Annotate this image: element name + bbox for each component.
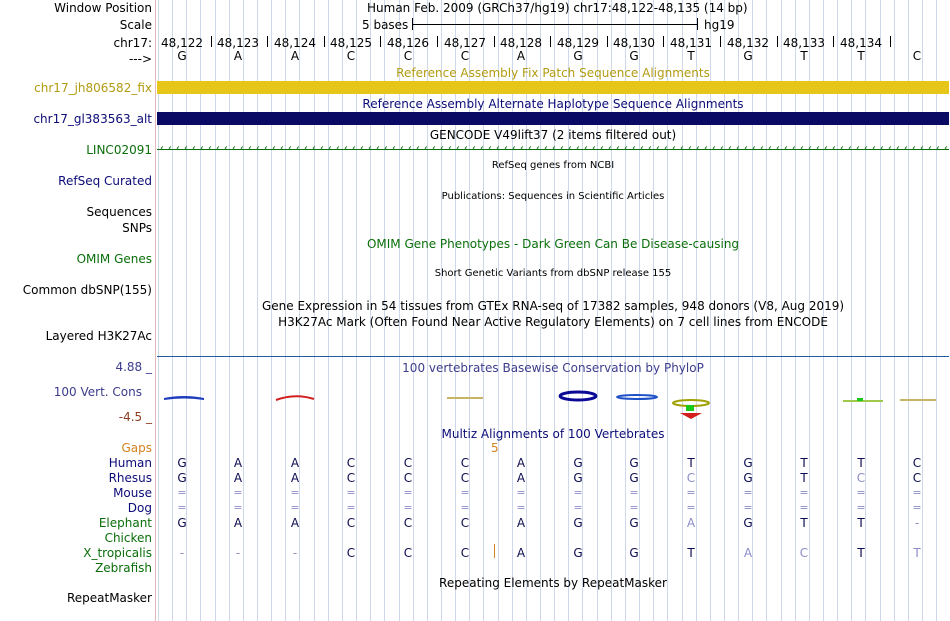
- aligned-base: C: [346, 471, 356, 485]
- aligned-base: G: [743, 471, 753, 485]
- gencode-arrow: ‹: [192, 143, 196, 154]
- gencode-arrow: ‹: [824, 143, 828, 154]
- aligned-base: =: [856, 501, 866, 514]
- gencode-arrow: ‹: [928, 143, 932, 154]
- species-label[interactable]: Mouse: [113, 486, 152, 500]
- ruler-position: 48,132: [727, 36, 769, 50]
- aligned-base: T: [857, 456, 865, 470]
- fix-patch-bar[interactable]: [157, 81, 949, 94]
- cons-logo-7: [843, 398, 883, 402]
- ruler-tick: [267, 36, 268, 47]
- aligned-base: =: [912, 501, 922, 514]
- gencode-arrow: ‹: [848, 143, 852, 154]
- gencode-arrow: ‹: [176, 143, 180, 154]
- aligned-base: G: [743, 456, 753, 470]
- aligned-base: A: [516, 456, 526, 470]
- ruler-tick: [663, 36, 664, 47]
- aligned-base: =: [460, 486, 470, 499]
- gencode-arrow: ‹: [416, 143, 420, 154]
- aligned-base: C: [912, 456, 922, 470]
- gencode-arrow: ‹: [504, 143, 508, 154]
- aligned-base: A: [290, 471, 300, 485]
- scale-db: hg19: [704, 18, 735, 32]
- refseq-label[interactable]: RefSeq Curated: [58, 174, 152, 188]
- aligned-base: T: [687, 546, 695, 560]
- gencode-arrow: ‹: [832, 143, 836, 154]
- aligned-base: =: [290, 486, 300, 499]
- gencode-arrow: ‹: [656, 143, 660, 154]
- gencode-arrow: ‹: [264, 143, 268, 154]
- aligned-base: C: [799, 546, 809, 560]
- gencode-arrow: ‹: [888, 143, 892, 154]
- gencode-arrow: ‹: [336, 143, 340, 154]
- ruler-tick: [380, 36, 381, 47]
- aligned-base: C: [403, 546, 413, 560]
- gencode-arrow: ‹: [584, 143, 588, 154]
- gencode-arrow: ‹: [456, 143, 460, 154]
- aligned-base: G: [573, 516, 583, 530]
- gencode-arrow: ‹: [528, 143, 532, 154]
- aligned-base: A: [290, 516, 300, 530]
- species-label[interactable]: X_tropicalis: [83, 546, 152, 560]
- aligned-base: G: [573, 471, 583, 485]
- cons-logo-6: [673, 400, 709, 419]
- reference-base: G: [573, 49, 583, 63]
- gaps-label[interactable]: Gaps: [121, 441, 152, 455]
- cons-logo-5: [617, 395, 657, 399]
- gencode-arrow: ‹: [744, 143, 748, 154]
- aligned-base: =: [743, 501, 753, 514]
- gencode-arrow: ‹: [248, 143, 252, 154]
- gencode-arrow: ‹: [568, 143, 572, 154]
- conservation-label[interactable]: 100 Vert. Cons: [53, 385, 142, 399]
- gencode-arrow: ‹: [664, 143, 668, 154]
- gencode-arrow: ‹: [904, 143, 908, 154]
- aligned-base: C: [686, 471, 696, 485]
- gencode-arrow: ‹: [720, 143, 724, 154]
- aligned-base: =: [177, 486, 187, 499]
- gencode-arrow: ‹: [392, 143, 396, 154]
- gencode-arrow: ‹: [424, 143, 428, 154]
- gencode-arrow: ‹: [512, 143, 516, 154]
- aligned-base: -: [914, 516, 920, 530]
- species-label[interactable]: Zebrafish: [95, 561, 152, 575]
- gencode-arrow: ‹: [488, 143, 492, 154]
- gencode-arrow: ‹: [936, 143, 940, 154]
- scale-bar-right-tick: [697, 18, 698, 30]
- ruler-position: 48,133: [783, 36, 825, 50]
- ruler-position: 48,125: [330, 36, 372, 50]
- gencode-arrow: ‹: [432, 143, 436, 154]
- gencode-arrow: ‹: [376, 143, 380, 154]
- refseq-track-title: RefSeq genes from NCBI: [491, 160, 615, 171]
- aligned-base: C: [460, 456, 470, 470]
- aligned-base: -: [179, 546, 185, 560]
- gencode-arrow: ‹: [312, 143, 316, 154]
- aligned-base: G: [629, 546, 639, 560]
- gencode-arrow: ‹: [752, 143, 756, 154]
- aligned-base: =: [629, 486, 639, 499]
- conservation-max: 4.88 _: [115, 360, 152, 374]
- aligned-base: C: [460, 471, 470, 485]
- scale-bar-left-tick: [412, 18, 413, 30]
- dbsnp-label[interactable]: Common dbSNP(155): [22, 283, 152, 297]
- gencode-arrow: ‹: [704, 143, 708, 154]
- ruler-tick: [437, 36, 438, 47]
- ruler-position: 48,123: [217, 36, 259, 50]
- assembly-position-text: Human Feb. 2009 (GRCh37/hg19) chr17:48,122-48,135 (14 bp): [367, 1, 748, 15]
- reference-base: T: [857, 49, 865, 63]
- gencode-arrow: ‹: [840, 143, 844, 154]
- aligned-base: =: [516, 501, 526, 514]
- aligned-base: =: [233, 486, 243, 499]
- reference-base: T: [800, 49, 808, 63]
- species-label[interactable]: Elephant: [98, 516, 152, 530]
- h3k27ac-label[interactable]: Layered H3K27Ac: [45, 329, 152, 343]
- aligned-base: T: [857, 546, 865, 560]
- gencode-arrow: ‹: [864, 143, 868, 154]
- aligned-base: G: [629, 516, 639, 530]
- aligned-base: -: [292, 546, 298, 560]
- gencode-arrow: ‹: [696, 143, 700, 154]
- multiz-track-title: Multiz Alignments of 100 Vertebrates: [441, 427, 665, 441]
- alt-haplotype-bar[interactable]: [157, 112, 949, 125]
- aligned-base: =: [233, 501, 243, 514]
- conservation-min: -4.5 _: [118, 410, 152, 424]
- gencode-arrow: ‹: [344, 143, 348, 154]
- gencode-arrow: ‹: [520, 143, 524, 154]
- gencode-arrow: ‹: [320, 143, 324, 154]
- gencode-arrow: ‹: [440, 143, 444, 154]
- strand-label: --->: [128, 52, 152, 66]
- gencode-arrow: ‹: [280, 143, 284, 154]
- gencode-arrow: ‹: [552, 143, 556, 154]
- aligned-base: =: [403, 501, 413, 514]
- conservation-logos: [157, 385, 949, 421]
- aligned-base: A: [743, 546, 753, 560]
- gencode-arrow: ‹: [560, 143, 564, 154]
- species-label[interactable]: Rhesus: [108, 471, 152, 485]
- reference-base: A: [516, 49, 526, 63]
- gencode-arrow: ‹: [544, 143, 548, 154]
- aligned-base: =: [686, 486, 696, 499]
- aligned-base: C: [403, 456, 413, 470]
- gap-count: 5: [491, 441, 499, 455]
- ruler-position: 48,128: [500, 36, 542, 50]
- omim-label[interactable]: OMIM Genes: [76, 252, 152, 266]
- aligned-base: A: [233, 456, 243, 470]
- ruler-tick: [211, 36, 212, 47]
- ruler-tick: [890, 36, 891, 47]
- cons-logo-1: [164, 396, 204, 400]
- aligned-base: G: [177, 471, 187, 485]
- gencode-arrow: ‹: [256, 143, 260, 154]
- species-label[interactable]: Dog: [127, 501, 152, 515]
- gencode-arrow: ‹: [472, 143, 476, 154]
- species-label[interactable]: Chicken: [104, 531, 152, 545]
- gencode-arrow: ‹: [680, 143, 684, 154]
- cons-logo-4: [560, 392, 596, 400]
- aligned-base: T: [857, 516, 865, 530]
- ruler-tick: [720, 36, 721, 47]
- alt-haplotype-track-title: Reference Assembly Alternate Haplotype Sequence Alignments: [362, 97, 744, 111]
- gencode-arrow: ‹: [648, 143, 652, 154]
- aligned-base: G: [573, 546, 583, 560]
- gencode-arrow: ‹: [800, 143, 804, 154]
- aligned-base: =: [460, 501, 470, 514]
- gencode-arrow: ‹: [296, 143, 300, 154]
- dbsnp-track-title: Short Genetic Variants from dbSNP release 155: [434, 268, 672, 279]
- aligned-base: =: [573, 486, 583, 499]
- aligned-base: =: [290, 501, 300, 514]
- gencode-arrow: ‹: [944, 143, 948, 154]
- ruler-position: 48,130: [613, 36, 655, 50]
- gencode-arrow: ‹: [608, 143, 612, 154]
- omim-track-title: OMIM Gene Phenotypes - Dark Green Can Be Disease-causing: [366, 237, 740, 251]
- aligned-base: C: [403, 471, 413, 485]
- gencode-arrow: ‹: [576, 143, 580, 154]
- gencode-arrow: ‹: [728, 143, 732, 154]
- ruler-tick: [777, 36, 778, 47]
- publications-track-title: Publications: Sequences in Scientific Articles: [441, 191, 665, 202]
- species-label[interactable]: Human: [108, 456, 152, 470]
- gencode-arrow: ‹: [736, 143, 740, 154]
- ruler-position: 48,127: [444, 36, 486, 50]
- reference-base: C: [403, 49, 413, 63]
- aligned-base: =: [573, 501, 583, 514]
- aligned-base: C: [856, 471, 866, 485]
- gencode-arrow: ‹: [240, 143, 244, 154]
- aligned-base: G: [743, 516, 753, 530]
- reference-base: G: [743, 49, 753, 63]
- chrom-label: chr17:: [113, 36, 152, 50]
- repeatmasker-track-title: Repeating Elements by RepeatMasker: [439, 576, 667, 590]
- gencode-arrow: ‹: [408, 143, 412, 154]
- gencode-arrow: ‹: [216, 143, 220, 154]
- snps-label[interactable]: SNPs: [122, 221, 152, 235]
- aligned-base: T: [913, 546, 921, 560]
- ruler-tick: [324, 36, 325, 47]
- aligned-base: G: [629, 471, 639, 485]
- gtex-track-title: Gene Expression in 54 tissues from GTEx RNA-seq of 17382 samples, 948 donors (V8, Aug 2019): [261, 299, 845, 313]
- cons-logo-2: [276, 396, 314, 400]
- gap-insert-marker: [494, 544, 495, 558]
- ruler-tick: [494, 36, 495, 47]
- gencode-arrow: ‹: [368, 143, 372, 154]
- gencode-arrow: ‹: [808, 143, 812, 154]
- reference-base: T: [687, 49, 695, 63]
- aligned-base: T: [800, 516, 808, 530]
- gencode-arrow: ‹: [880, 143, 884, 154]
- gencode-arrow: ‹: [792, 143, 796, 154]
- aligned-base: A: [516, 546, 526, 560]
- ruler-tick: [607, 36, 608, 47]
- aligned-base: =: [686, 501, 696, 514]
- gencode-arrow: ‹: [464, 143, 468, 154]
- scale-text: 5 bases: [362, 18, 409, 32]
- gencode-arrow: ‹: [592, 143, 596, 154]
- gencode-arrow: ‹: [480, 143, 484, 154]
- reference-base: G: [629, 49, 639, 63]
- aligned-base: A: [233, 471, 243, 485]
- aligned-base: C: [346, 456, 356, 470]
- fix-patch-label[interactable]: chr17_jh806582_fix: [34, 81, 152, 95]
- aligned-base: =: [856, 486, 866, 499]
- aligned-base: C: [460, 546, 470, 560]
- gencode-arrow: ‹: [160, 143, 164, 154]
- aligned-base: =: [403, 486, 413, 499]
- gencode-arrow: ‹: [624, 143, 628, 154]
- repeatmasker-label[interactable]: RepeatMasker: [66, 591, 152, 605]
- gencode-arrow: ‹: [632, 143, 636, 154]
- ruler-position: 48,129: [557, 36, 599, 50]
- aligned-base: C: [460, 516, 470, 530]
- gencode-arrow: ‹: [776, 143, 780, 154]
- gencode-arrow: ‹: [856, 143, 860, 154]
- label-separator: [155, 0, 156, 621]
- fix-patch-track-title: Reference Assembly Fix Patch Sequence Alignments: [396, 66, 710, 80]
- gencode-track-title: GENCODE V49lift37 (2 items filtered out): [429, 128, 677, 142]
- gencode-arrow: ‹: [896, 143, 900, 154]
- gencode-arrow: ‹: [384, 143, 388, 154]
- scale-label: Scale: [119, 18, 152, 32]
- aligned-base: G: [177, 516, 187, 530]
- gencode-arrow: ‹: [496, 143, 500, 154]
- aligned-base: =: [629, 501, 639, 514]
- ruler-tick: [833, 36, 834, 47]
- aligned-base: C: [346, 516, 356, 530]
- h3k27ac-track-title: H3K27Ac Mark (Often Found Near Active Regulatory Elements) on 7 cell lines from ENCODE: [278, 315, 828, 329]
- gencode-arrow: ‹: [224, 143, 228, 154]
- gencode-arrow: ‹: [304, 143, 308, 154]
- gencode-arrow: ‹: [712, 143, 716, 154]
- gencode-arrow: ‹: [872, 143, 876, 154]
- aligned-base: A: [233, 516, 243, 530]
- gencode-arrow: ‹: [536, 143, 540, 154]
- gencode-arrow: ‹: [400, 143, 404, 154]
- gencode-arrow: ‹: [184, 143, 188, 154]
- gencode-arrow: ‹: [616, 143, 620, 154]
- gencode-arrow: ‹: [640, 143, 644, 154]
- aligned-base: =: [346, 501, 356, 514]
- aligned-base: G: [629, 456, 639, 470]
- conservation-track-title: 100 vertebrates Basewise Conservation by PhyloP: [402, 361, 704, 375]
- gencode-arrow: ‹: [200, 143, 204, 154]
- reference-base: A: [290, 49, 300, 63]
- gencode-arrow: ‹: [912, 143, 916, 154]
- reference-base: C: [460, 49, 470, 63]
- aligned-base: =: [799, 486, 809, 499]
- reference-base: C: [346, 49, 356, 63]
- gencode-arrow: ‹: [360, 143, 364, 154]
- gencode-arrow: ‹: [768, 143, 772, 154]
- ruler-position: 48,122: [161, 36, 203, 50]
- ruler-position: 48,131: [670, 36, 712, 50]
- gencode-arrow: ‹: [816, 143, 820, 154]
- scale-bar: [412, 24, 698, 25]
- h3k27ac-baseline: [157, 356, 949, 357]
- ruler-position: 48,126: [387, 36, 429, 50]
- aligned-base: T: [687, 456, 695, 470]
- aligned-base: =: [516, 486, 526, 499]
- gencode-arrow: ‹: [688, 143, 692, 154]
- aligned-base: =: [912, 486, 922, 499]
- aligned-base: G: [573, 456, 583, 470]
- publications-label[interactable]: Sequences: [86, 205, 152, 219]
- cons-logo-3: [447, 397, 483, 399]
- aligned-base: -: [235, 546, 241, 560]
- aligned-base: G: [177, 456, 187, 470]
- gencode-arrow: ‹: [448, 143, 452, 154]
- window-position-label: Window Position: [54, 1, 152, 15]
- aligned-base: A: [686, 516, 696, 530]
- gencode-arrow: ‹: [600, 143, 604, 154]
- aligned-base: A: [516, 516, 526, 530]
- aligned-base: C: [403, 516, 413, 530]
- reference-base: G: [177, 49, 187, 63]
- aligned-base: C: [346, 546, 356, 560]
- alt-haplotype-label[interactable]: chr17_gl383563_alt: [33, 112, 152, 126]
- gencode-arrow: ‹: [328, 143, 332, 154]
- gencode-arrow: ‹: [784, 143, 788, 154]
- gencode-gene-label[interactable]: LINC02091: [86, 143, 152, 157]
- gencode-arrow: ‹: [920, 143, 924, 154]
- aligned-base: =: [346, 486, 356, 499]
- gencode-arrow: ‹: [232, 143, 236, 154]
- gencode-arrow: ‹: [760, 143, 764, 154]
- gencode-arrow: ‹: [672, 143, 676, 154]
- gencode-arrow: ‹: [288, 143, 292, 154]
- ruler-position: 48,124: [274, 36, 316, 50]
- reference-base: A: [233, 49, 243, 63]
- aligned-base: =: [743, 486, 753, 499]
- aligned-base: T: [800, 471, 808, 485]
- aligned-base: C: [912, 471, 922, 485]
- ruler-position: 48,134: [840, 36, 882, 50]
- ruler-tick: [550, 36, 551, 47]
- gencode-arrow: ‹: [272, 143, 276, 154]
- aligned-base: T: [800, 456, 808, 470]
- aligned-base: A: [290, 456, 300, 470]
- gencode-arrow: ‹: [168, 143, 172, 154]
- cons-logo-8: [900, 399, 936, 401]
- reference-base: C: [912, 49, 922, 63]
- aligned-base: A: [516, 471, 526, 485]
- gencode-arrow: ‹: [208, 143, 212, 154]
- aligned-base: =: [177, 501, 187, 514]
- gencode-arrow: ‹: [352, 143, 356, 154]
- aligned-base: =: [799, 501, 809, 514]
